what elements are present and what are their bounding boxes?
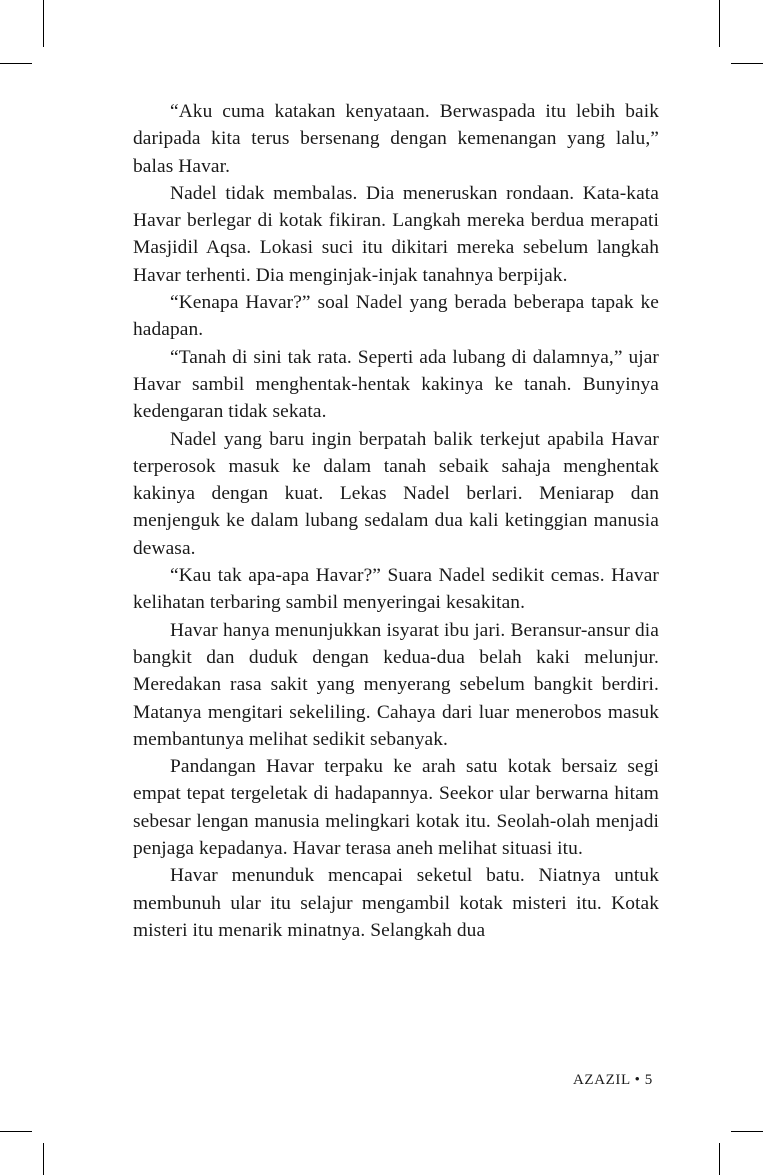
paragraph: Nadel tidak membalas. Dia meneruskan rondaan. Kata-kata Havar berlegar di kotak fikiran. Langkah mereka berdua merapati Masjidil Aqsa. Lokasi suci itu dikitari mereka sebelum langkah Havar terhenti. Dia menginjak-injak tanahnya berpijak.	[133, 182, 659, 286]
paragraph: “Kenapa Havar?” soal Nadel yang berada beberapa tapak ke hadapan.	[133, 292, 659, 341]
crop-mark-bottom-left-horizontal	[0, 1131, 32, 1132]
footer-separator: •	[634, 1072, 641, 1088]
paragraph: “Aku cuma katakan kenyataan. Berwaspada itu lebih baik daripada kita terus bersenang dengan kemenangan yang lalu,” balas Havar.	[133, 101, 659, 177]
paragraph: Nadel yang baru ingin berpatah balik terkejut apabila Havar terperosok masuk ke dalam tanah sebaik sahaja menghentak kakinya dengan kuat. Lekas Nadel berlari. Meniarap dan menjenguk ke dalam lubang sedalam dua kali ketinggian manusia dewasa.	[133, 428, 659, 559]
running-title: AZAZIL	[573, 1072, 631, 1088]
paragraph: Havar menunduk mencapai seketul batu. Niatnya untuk membunuh ular itu selajur mengambil kotak misteri itu. Kotak misteri itu menarik minatnya. Selangkah dua	[133, 865, 659, 941]
crop-mark-bottom-right-horizontal	[731, 1131, 763, 1132]
page-footer	[573, 1072, 653, 1089]
paragraph: “Tanah di sini tak rata. Seperti ada lubang di dalamnya,” ujar Havar sambil menghentak-hentak kakinya ke tanah. Bunyinya kedengaran tidak sekata.	[133, 346, 659, 423]
crop-mark-top-left-horizontal	[0, 63, 32, 64]
crop-mark-top-right-vertical	[719, 0, 720, 47]
crop-mark-top-right-horizontal	[731, 63, 763, 64]
body-text	[133, 98, 659, 944]
crop-mark-top-left-vertical	[43, 0, 44, 47]
crop-mark-bottom-left-vertical	[43, 1143, 44, 1175]
paragraph: Havar hanya menunjukkan isyarat ibu jari. Beransur-ansur dia bangkit dan duduk dengan kedua-dua belah kaki melunjur. Meredakan rasa sakit yang menyerang sebelum bangkit berdiri. Matanya mengitari sekeliling. Cahaya dari luar menerobos masuk membantunya melihat sedikit sebanyak.	[133, 619, 659, 750]
page-number: 5	[644, 1072, 653, 1088]
paragraph: “Kau tak apa-apa Havar?” Suara Nadel sedikit cemas. Havar kelihatan terbaring sambil menyeringai kesakitan.	[133, 565, 659, 614]
paragraph: Pandangan Havar terpaku ke arah satu kotak bersaiz segi empat tepat tergeletak di hadapannya. Seekor ular berwarna hitam sebesar lengan manusia melingkari kotak itu. Seolah-olah menjadi penjaga kepadanya. Havar terasa aneh melihat situasi itu.	[133, 756, 659, 860]
crop-mark-bottom-right-vertical	[719, 1143, 720, 1175]
